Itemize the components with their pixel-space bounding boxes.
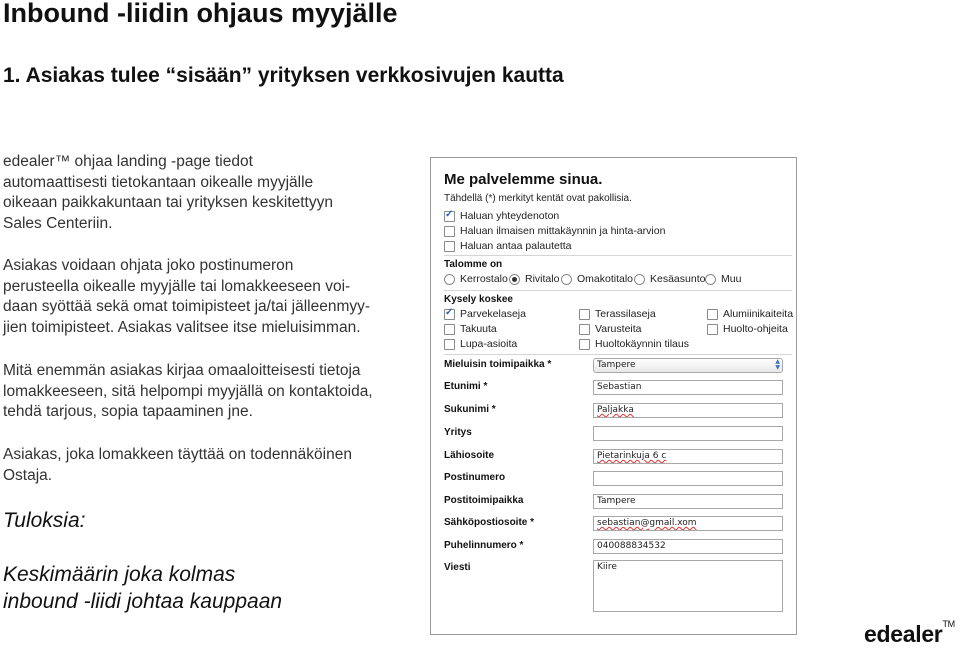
text-line: perusteella oikealle myyjälle tai lomakkeeseen voi- [3, 277, 351, 295]
phone-input[interactable]: 040088834532 [593, 539, 783, 554]
field-label: Sukunimi * [444, 404, 496, 415]
interest-label: Kysely koskee [444, 294, 513, 305]
request-option[interactable]: ✓Haluan yhteydenoton [444, 210, 559, 222]
checkbox-icon[interactable] [579, 309, 590, 320]
email-field[interactable]: sebastian@gmail.xom [593, 516, 783, 531]
field-label: Puhelinnumero * [444, 540, 524, 551]
form-title: Me palvelemme sinua. [444, 171, 603, 188]
radio-icon[interactable] [705, 274, 716, 285]
results-line: Keskimäärin joka kolmas [3, 563, 236, 586]
field-label: Postitoimipaikka [444, 495, 524, 506]
text-line: Ostaja. [3, 466, 53, 484]
required-note: Tähdellä (*) merkityt kentät ovat pakollisia. [444, 193, 632, 204]
checkbox-icon[interactable] [707, 309, 718, 320]
checkbox-icon[interactable] [444, 211, 455, 222]
interest-option[interactable]: Lupa-asioita [444, 338, 517, 350]
interest-option[interactable]: Huolto-ohjeita [707, 323, 788, 335]
interest-option[interactable]: Alumiinikaiteita [707, 308, 793, 320]
interest-option[interactable]: Terassilaseja [579, 308, 656, 320]
text-line: lomakkeeseen, sitä helpompi myyjällä on kontaktoida, [3, 382, 373, 400]
interest-option[interactable]: Varusteita [579, 323, 642, 335]
contact-form-screenshot [430, 157, 797, 635]
radio-icon[interactable] [561, 274, 572, 285]
divider [444, 354, 792, 355]
text-line: tehdä tarjous, sopia tapaaminen jne. [3, 403, 253, 421]
request-option[interactable]: Haluan ilmaisen mittakäynnin ja hinta-arvion [444, 225, 665, 237]
text-line: automaattisesti tietokantaan oikealle myyjälle [3, 173, 314, 191]
divider [444, 255, 792, 256]
field-label: Mieluisin toimipaikka * [444, 359, 552, 370]
checkbox-icon[interactable] [444, 226, 455, 237]
home-type-label: Talomme on [444, 259, 503, 270]
checkbox-icon[interactable] [707, 324, 718, 335]
text-line: edealer™ ohjaa landing -page tiedot [3, 153, 253, 170]
company-input[interactable] [593, 426, 783, 441]
street-address-input[interactable]: Pietarinkuja 6 c [593, 449, 783, 464]
office-select[interactable]: Tampere ▲ ▼ [593, 358, 783, 373]
home-option[interactable]: Omakotitalo [561, 273, 633, 285]
field-label: Viesti [444, 562, 471, 573]
checkbox-icon[interactable] [444, 339, 455, 350]
checkbox-icon[interactable] [579, 339, 590, 350]
interest-option[interactable]: Takuuta [444, 323, 497, 335]
field-label: Postinumero [444, 472, 506, 483]
interest-option[interactable]: ✓Parvekelaseja [444, 308, 526, 320]
paragraph-benefits [3, 361, 413, 423]
checkbox-icon[interactable] [444, 241, 455, 252]
home-option[interactable]: Kerrostalo [444, 273, 508, 285]
message-textarea[interactable]: Kiire [593, 560, 783, 612]
checkbox-icon[interactable] [444, 324, 455, 335]
results-line: inbound -liidi johtaa kauppaan [3, 590, 283, 613]
checkbox-icon[interactable] [579, 324, 590, 335]
interest-option[interactable]: Huoltokäynnin tilaus [579, 338, 689, 350]
text-line: daan syöttää sekä omat toimipisteet ja/tai jälleenmyy- [3, 298, 371, 316]
paragraph-routing [3, 152, 413, 234]
request-option[interactable]: Haluan antaa palautetta [444, 240, 572, 252]
text-line: Sales Centeriin. [3, 214, 113, 232]
city-input[interactable]: Tampere [593, 494, 783, 509]
divider [444, 290, 792, 291]
checkbox-icon[interactable] [444, 309, 455, 320]
radio-icon[interactable] [634, 274, 645, 285]
text-line: Asiakas, joka lomakkeen täyttää on todennäköinen [3, 446, 352, 463]
edealer-logo: edealer™ [864, 619, 955, 647]
field-label: Yritys [444, 427, 472, 438]
text-line: jien toimipisteet. Asiakas valitsee itse mieluisimman. [3, 318, 361, 336]
radio-icon[interactable] [444, 274, 455, 285]
field-label: Etunimi * [444, 381, 488, 392]
home-option[interactable]: Rivitalo [509, 273, 559, 285]
section-heading: 1. Asiakas tulee “sisään” yrityksen verkkosivujen kautta [3, 64, 564, 87]
results-heading: Tuloksia: [3, 509, 86, 532]
paragraph-options [3, 256, 413, 338]
select-arrows-icon: ▲ ▼ [775, 358, 780, 371]
postal-code-input[interactable] [593, 471, 783, 486]
text-line: Mitä enemmän asiakas kirjaa omaaloitteisesti tietoja [3, 362, 361, 379]
home-option[interactable]: Muu [705, 273, 741, 285]
home-option[interactable]: Kesäasunto [634, 273, 705, 285]
field-label: Lähiosoite [444, 450, 495, 461]
text-line: oikeaan paikkakuntaan tai yrityksen keskitettyyn [3, 194, 333, 212]
paragraph-buyer [3, 445, 413, 486]
first-name-input[interactable]: Sebastian [593, 380, 783, 395]
page-title: Inbound -liidin ohjaus myyjälle [3, 0, 398, 28]
field-label: Sähköpostiosoite * [444, 517, 535, 528]
radio-icon[interactable] [509, 274, 520, 285]
last-name-input[interactable]: Paljakka [593, 403, 783, 418]
text-line: Asiakas voidaan ohjata joko postinumeron [3, 257, 294, 274]
